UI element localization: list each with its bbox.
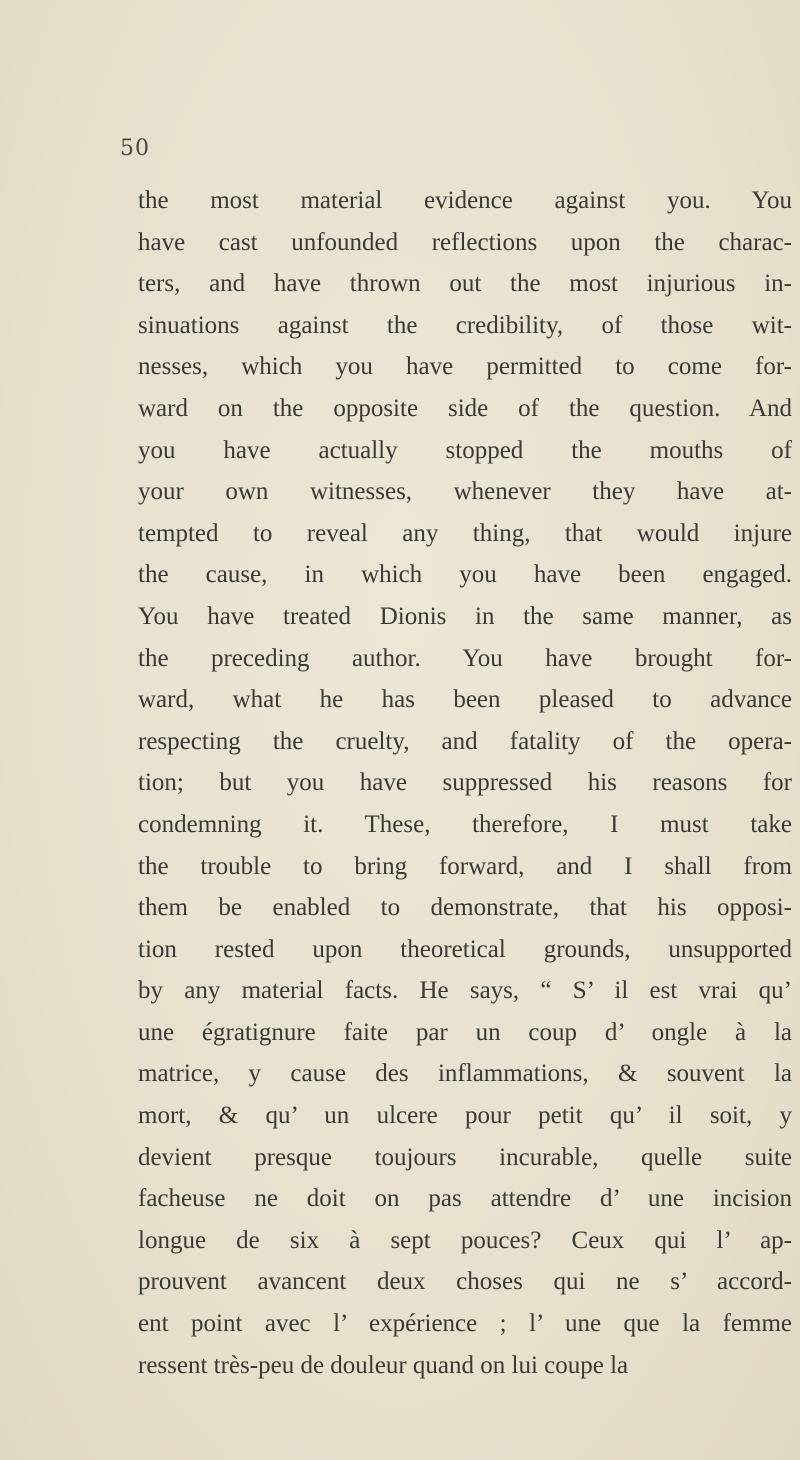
text-line: ressent très-peu de douleur quand on lui coupe la bbox=[138, 1351, 629, 1379]
text-line: tion rested upon theoretical grounds, unsupported bbox=[138, 935, 792, 963]
text-line: une égratignure faite par un coup d’ ongle à la bbox=[138, 1018, 792, 1046]
text-line: the trouble to bring forward, and I shall from bbox=[138, 852, 792, 880]
text-line: the cause, in which you have been engaged. bbox=[138, 561, 792, 589]
text-line: nesses, which you have permitted to come for- bbox=[138, 353, 792, 381]
text-line: mort, & qu’ un ulcere pour petit qu’ il soit, y bbox=[138, 1102, 792, 1130]
text-line: respecting the cruelty, and fatality of the opera- bbox=[138, 727, 792, 755]
text-line: devient presque toujours incurable, quelle suite bbox=[138, 1143, 792, 1171]
text-line: facheuse ne doit on pas attendre d’ une incision bbox=[138, 1185, 792, 1213]
text-line: condemning it. These, therefore, I must take bbox=[138, 810, 792, 838]
text-line: them be enabled to demonstrate, that his opposi- bbox=[138, 894, 792, 922]
text-line: sinuations against the credibility, of those wit- bbox=[138, 311, 792, 339]
text-line: you have actually stopped the mouths of bbox=[138, 436, 792, 464]
text-line: by any material facts. He says, “ S’ il est vrai qu’ bbox=[138, 977, 792, 1005]
text-line: have cast unfounded reflections upon the charac- bbox=[138, 228, 792, 256]
text-line: the preceding author. You have brought for- bbox=[138, 644, 792, 672]
text-line: ward on the opposite side of the question. And bbox=[138, 394, 792, 422]
body-text bbox=[138, 180, 792, 1386]
text-line: ward, what he has been pleased to advance bbox=[138, 686, 792, 714]
text-line: tempted to reveal any thing, that would injure bbox=[138, 519, 792, 547]
text-line: You have treated Dionis in the same manner, as bbox=[138, 602, 792, 630]
text-line: your own witnesses, whenever they have at- bbox=[138, 478, 792, 506]
text-line: ters, and have thrown out the most injurious in- bbox=[138, 270, 792, 298]
text-line: longue de six à sept pouces? Ceux qui l’ ap- bbox=[138, 1226, 792, 1254]
text-line: prouvent avancent deux choses qui ne s’ accord- bbox=[138, 1268, 792, 1296]
text-line: the most material evidence against you. You bbox=[138, 187, 792, 214]
text-line: matrice, y cause des inflammations, & souvent la bbox=[138, 1060, 792, 1088]
text-line: tion; but you have suppressed his reasons for bbox=[138, 769, 792, 797]
page-number: 50 bbox=[120, 136, 150, 161]
text-line: ent point avec l’ expérience ; l’ une que la femme bbox=[138, 1310, 792, 1338]
